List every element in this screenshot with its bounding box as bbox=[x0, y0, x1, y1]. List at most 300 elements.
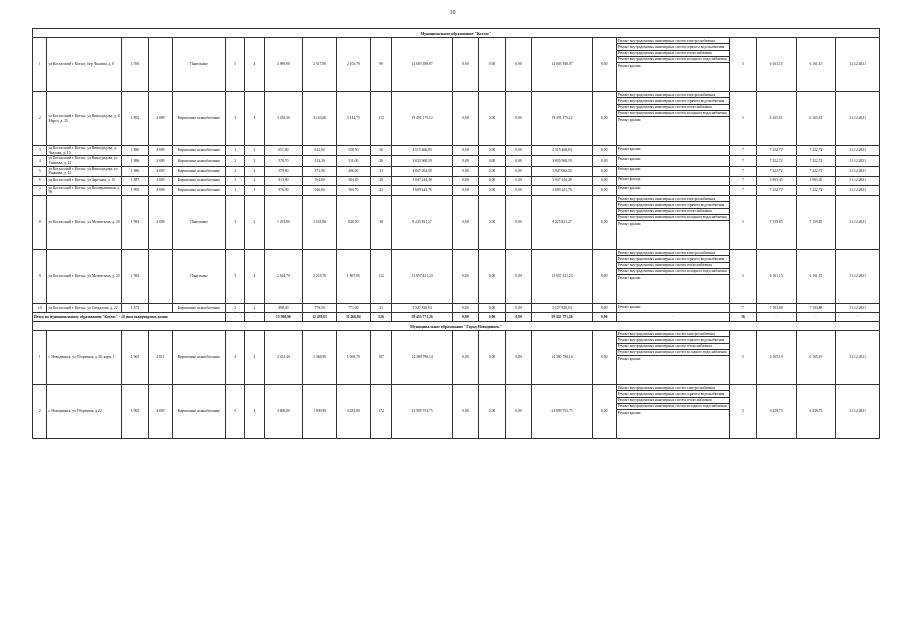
cell-cost2: 3 835 968,59 bbox=[532, 156, 592, 166]
cell-z2: 0,00 bbox=[479, 304, 506, 313]
work-item: Ремонт крыши bbox=[617, 156, 641, 161]
work-item: Ремонт внутридомовых инженерных систем теплоснабжения bbox=[617, 263, 729, 269]
cell-s2: 7 159,85 bbox=[796, 196, 836, 250]
cell-z2: 0,00 bbox=[479, 38, 506, 92]
cell-z2: 0,00 bbox=[479, 196, 506, 250]
cell-z3: 0,00 bbox=[505, 250, 532, 304]
works-cell bbox=[616, 196, 729, 250]
cell-z1: 0,00 bbox=[452, 92, 479, 146]
work-item: Ремонт крыши bbox=[617, 304, 641, 309]
work-item: Ремонт внутридомовых инженерных систем холодного водоснабжения bbox=[617, 57, 729, 63]
cell-z3: 0,00 bbox=[505, 92, 532, 146]
cell-fl: 2 bbox=[226, 176, 245, 185]
works-cell bbox=[616, 304, 729, 313]
cell-y1: 1 887 bbox=[122, 176, 149, 185]
cell-z4: 0,00 bbox=[592, 176, 616, 185]
cell-s1: 6 161,15 bbox=[756, 250, 796, 304]
cell-cost2: 14 603 188,07 bbox=[532, 38, 592, 92]
cell-s1: 6 161,15 bbox=[756, 38, 796, 92]
cell-s2: 6 165,19 bbox=[796, 331, 836, 385]
total-s2: - bbox=[796, 313, 836, 322]
cell-n: 9 bbox=[33, 250, 47, 304]
total-ppl: 526 bbox=[370, 313, 392, 322]
cell-p: 5 bbox=[730, 331, 757, 385]
cell-z3: 0,00 bbox=[505, 176, 532, 185]
cell-n: 8 bbox=[33, 196, 47, 250]
cell-cost: 4 515 466,83 bbox=[392, 146, 452, 156]
cell-ppl: 172 bbox=[370, 385, 392, 439]
work-item: Ремонт крыши bbox=[617, 410, 641, 415]
cell-a3: 948,50 bbox=[336, 196, 370, 250]
cell-n: 3 bbox=[33, 146, 47, 156]
works-cell bbox=[616, 146, 729, 156]
cell-a3: 380,70 bbox=[336, 185, 370, 195]
cell-y1: 1 892 bbox=[122, 92, 149, 146]
cell-en: 2 bbox=[245, 166, 264, 176]
cell-wall: Кирпичные шлакоблочные bbox=[172, 304, 225, 313]
cell-y2: 2 008 bbox=[148, 185, 172, 195]
cell-ppl: 38 bbox=[370, 196, 392, 250]
cell-en: 4 bbox=[245, 38, 264, 92]
cell-a1: 1 293,80 bbox=[264, 196, 303, 250]
cell-z1: 0,00 bbox=[452, 331, 479, 385]
cell-y2: 2 011 bbox=[148, 331, 172, 385]
cell-a1: 813,80 bbox=[264, 176, 303, 185]
cell-a1: 3 416,30 bbox=[264, 92, 303, 146]
cell-y2 bbox=[148, 38, 172, 92]
cell-fl: 2 bbox=[226, 146, 245, 156]
cell-fl: 2 bbox=[226, 304, 245, 313]
cell-a1: 2 164,70 bbox=[264, 250, 303, 304]
cell-fl: 5 bbox=[226, 92, 245, 146]
cell-cost2: 8 225 821,27 bbox=[532, 196, 592, 250]
cell-cost2: 21 909 753,75 bbox=[532, 385, 592, 439]
table-row bbox=[33, 38, 880, 92]
cell-z3: 0,00 bbox=[505, 156, 532, 166]
work-item: Ремонт внутридомовых инженерных систем холодного водоснабжения bbox=[617, 269, 729, 275]
works-cell bbox=[616, 176, 729, 185]
cell-date: 31.12.2021 bbox=[836, 196, 880, 250]
total-z1: 0,00 bbox=[452, 313, 479, 322]
cell-z1: 0,00 bbox=[452, 185, 479, 195]
cell-y1: 1 983 bbox=[122, 196, 149, 250]
cell-p: 7 bbox=[730, 185, 757, 195]
cell-a2: 571,90 bbox=[303, 166, 337, 176]
cell-addr: ул Котласский г. Котлас, пер Чкалова, д. 8 bbox=[47, 38, 122, 92]
cell-ppl: 28 bbox=[370, 156, 392, 166]
cell-fl: 5 bbox=[226, 385, 245, 439]
cell-z1: 0,00 bbox=[452, 146, 479, 156]
work-item: Ремонт внутридомовых инженерных систем теплоснабжения bbox=[617, 398, 729, 404]
cell-s2: 6 238,73 bbox=[796, 385, 836, 439]
cell-a3: 584,85 bbox=[336, 176, 370, 185]
cell-cost2: 19 491 175,12 bbox=[532, 92, 592, 146]
cell-en: 4 bbox=[245, 385, 264, 439]
cell-s1: 7 252,72 bbox=[756, 185, 796, 195]
cell-a2: 946,80 bbox=[303, 185, 337, 195]
total-fl: - bbox=[226, 313, 245, 322]
cell-a2: 513,30 bbox=[303, 156, 337, 166]
cell-addr: ул Котласский г. Котлас, ул Свердлова, д. 22 bbox=[47, 304, 122, 313]
municipality-title: Муниципальное образование "Город Новодвинск" bbox=[33, 322, 880, 331]
cell-en: 2 bbox=[245, 304, 264, 313]
cell-y2: 2 009 bbox=[148, 156, 172, 166]
cell-s1: 7 159,85 bbox=[756, 196, 796, 250]
cell-cost2: 4 515 466,83 bbox=[532, 146, 592, 156]
cell-y1: 1 984 bbox=[122, 250, 149, 304]
work-item: Ремонт внутридомовых инженерных систем теплоснабжения bbox=[617, 209, 729, 215]
cell-z1: 0,00 bbox=[452, 166, 479, 176]
works-cell bbox=[616, 331, 729, 385]
work-item: Ремонт крыши bbox=[617, 63, 641, 68]
work-item: Ремонт внутридомовых инженерных систем электроснабжения bbox=[617, 196, 729, 202]
work-item: Ремонт внутридомовых инженерных систем холодного водоснабжения bbox=[617, 404, 729, 410]
cell-wall: Панельные bbox=[172, 196, 225, 250]
cell-cost: 3 847 062,50 bbox=[392, 166, 452, 176]
cell-n: 4 bbox=[33, 156, 47, 166]
cell-addr: ул Котласский г. Котлас, ул Заречная, д. 15 bbox=[47, 176, 122, 185]
cell-z3: 0,00 bbox=[505, 304, 532, 313]
cell-cost: 13 657 421,23 bbox=[392, 250, 452, 304]
cell-cost: 3 835 968,59 bbox=[392, 156, 452, 166]
total-a1: 15 960,96 bbox=[264, 313, 303, 322]
cell-wall: Кирпичные шлакоблочные bbox=[172, 156, 225, 166]
cell-date: 31.12.2021 bbox=[836, 92, 880, 146]
cell-en: 2 bbox=[245, 196, 264, 250]
cell-z4: 0,00 bbox=[592, 304, 616, 313]
table-row bbox=[33, 304, 880, 313]
work-item: Ремонт внутридомовых инженерных систем теплоснабжения bbox=[617, 105, 729, 111]
cell-wall: Кирпичные шлакоблочные bbox=[172, 185, 225, 195]
cell-a2: 1 909,98 bbox=[303, 385, 337, 439]
cell-cost2: 3 847 062,50 bbox=[532, 166, 592, 176]
cell-z4: 0,00 bbox=[592, 185, 616, 195]
cell-z2: 0,00 bbox=[479, 331, 506, 385]
cell-cost: 21 909 753,75 bbox=[392, 385, 452, 439]
cell-en: 2 bbox=[245, 146, 264, 156]
municipality-header-row bbox=[33, 322, 880, 331]
cell-date: 31.12.2021 bbox=[836, 331, 880, 385]
cell-y2: 2 009 bbox=[148, 385, 172, 439]
cell-cost2: 3 609 241,76 bbox=[532, 185, 592, 195]
work-item: Ремонт внутридомовых инженерных систем электроснабжения bbox=[617, 385, 729, 391]
total-p: 36 bbox=[730, 313, 757, 322]
cell-y1: 1 956 bbox=[122, 38, 149, 92]
cell-date: 31.12.2021 bbox=[836, 176, 880, 185]
cell-z2: 0,00 bbox=[479, 176, 506, 185]
cell-a3: 2 105,70 bbox=[336, 38, 370, 92]
work-item: Ремонт внутридомовых инженерных систем холодного водоснабжения bbox=[617, 350, 729, 356]
cell-addr: ул Котласский г. Котлас, ул Виноградова, д. Чкалова, д. 13 bbox=[47, 146, 122, 156]
cell-a1: 976,90 bbox=[264, 185, 303, 195]
cell-a3: 1 867,85 bbox=[336, 250, 370, 304]
work-item: Ремонт внутридомовых инженерных систем теплоснабжения bbox=[617, 344, 729, 350]
cell-z4: 0,00 bbox=[592, 38, 616, 92]
cell-a3: 496,00 bbox=[336, 166, 370, 176]
cell-y1: 1 995 bbox=[122, 185, 149, 195]
cell-ppl: 113 bbox=[370, 92, 392, 146]
cell-z1: 0,00 bbox=[452, 156, 479, 166]
cell-z2: 0,00 bbox=[479, 185, 506, 195]
table-row bbox=[33, 185, 880, 195]
cell-date: 31.12.2021 bbox=[836, 38, 880, 92]
total-a3: 11 266,84 bbox=[336, 313, 370, 322]
cell-n: 1 bbox=[33, 331, 47, 385]
cell-z4: 0,00 bbox=[592, 385, 616, 439]
cell-y2: 2 009 bbox=[148, 146, 172, 156]
cell-p: 7 bbox=[730, 166, 757, 176]
cell-a2: 778,50 bbox=[303, 304, 337, 313]
cell-a3: 771,00 bbox=[336, 304, 370, 313]
total-date: - bbox=[836, 313, 880, 322]
cell-ppl: 31 bbox=[370, 304, 392, 313]
cell-a2: 764,80 bbox=[303, 176, 337, 185]
cell-a2: 2 317,80 bbox=[303, 38, 337, 92]
total-z4: 0,00 bbox=[592, 313, 616, 322]
cell-ppl: 187 bbox=[370, 331, 392, 385]
total-cost: 59 455 771,26 bbox=[392, 313, 452, 322]
cell-en: 1 bbox=[245, 185, 264, 195]
cell-wall: Кирпичные шлакоблочные bbox=[172, 331, 225, 385]
cell-n: 2 bbox=[33, 92, 47, 146]
cell-en: 2 bbox=[245, 156, 264, 166]
cell-cost: 3 609 241,76 bbox=[392, 185, 452, 195]
cell-date: 31.12.2021 bbox=[836, 185, 880, 195]
cell-en: 4 bbox=[245, 250, 264, 304]
cell-p: 5 bbox=[730, 92, 757, 146]
cell-date: 31.12.2021 bbox=[836, 385, 880, 439]
cell-ppl: 33 bbox=[370, 166, 392, 176]
cell-cost: 5 527 828,03 bbox=[392, 304, 452, 313]
cell-date: 31.12.2021 bbox=[836, 250, 880, 304]
cell-addr: ул Котласский г. Котлас, ул Кооперативная, д. 96 bbox=[48, 185, 121, 195]
cell-z1: 0,00 bbox=[452, 250, 479, 304]
cell-s2: 6 161,15 bbox=[796, 250, 836, 304]
cell-z3: 0,00 bbox=[505, 185, 532, 195]
cell-y1: 1 965 bbox=[122, 331, 149, 385]
table-row bbox=[33, 92, 880, 146]
works-cell bbox=[616, 250, 729, 304]
works-cell bbox=[616, 385, 729, 439]
works-cell bbox=[616, 156, 729, 166]
cell-a1: 898,30 bbox=[264, 304, 303, 313]
cell-fl: 2 bbox=[226, 166, 245, 176]
cell-p: 7 bbox=[730, 156, 757, 166]
cell-z2: 0,00 bbox=[479, 385, 506, 439]
cell-p: 5 bbox=[730, 250, 757, 304]
cell-p: 7 bbox=[730, 176, 757, 185]
cell-n: 5 bbox=[33, 166, 47, 176]
cell-y2 bbox=[148, 304, 172, 313]
work-item: Ремонт внутридомовых инженерных систем электроснабжения bbox=[617, 331, 729, 337]
cell-z4: 0,00 bbox=[592, 92, 616, 146]
cell-addr: г. Новодвинск, ул Уборевича, д 22 bbox=[47, 385, 122, 439]
page-number: 10 bbox=[449, 10, 456, 16]
table-body bbox=[33, 29, 880, 439]
work-item: Ремонт внутридомовых инженерных систем теплоснабжения bbox=[617, 51, 729, 57]
cell-a2: 1 541,80 bbox=[303, 196, 337, 250]
cell-a1: 3 452,40 bbox=[264, 331, 303, 385]
work-item: Ремонт крыши bbox=[617, 275, 641, 280]
total-label: Итого по муниципальному образованию "Котлас" - 10 многоквартирных домов: bbox=[33, 313, 226, 322]
table-row bbox=[33, 146, 880, 156]
cell-s1: 6 165,19 bbox=[756, 331, 796, 385]
cell-p: 5 bbox=[730, 38, 757, 92]
cell-ppl: 25 bbox=[370, 185, 392, 195]
cell-z4: 0,00 bbox=[592, 196, 616, 250]
work-item: Ремонт внутридомовых инженерных систем электроснабжения bbox=[617, 38, 729, 44]
cell-s2: 7 322,72 bbox=[796, 146, 836, 156]
cell-n: 6 bbox=[33, 176, 47, 185]
works-cell bbox=[616, 166, 729, 176]
cell-y2: 2 008 bbox=[148, 196, 172, 250]
cell-date: 31.12.2021 bbox=[836, 304, 880, 313]
work-item: Ремонт крыши bbox=[617, 117, 641, 122]
cell-s1: 6 238,73 bbox=[756, 385, 796, 439]
cell-a3: 558,30 bbox=[336, 146, 370, 156]
cell-n: 2 bbox=[33, 385, 47, 439]
cell-z4: 0,00 bbox=[592, 156, 616, 166]
total-s1: - bbox=[756, 313, 796, 322]
cell-a2: 1 368,96 bbox=[303, 331, 337, 385]
cell-z4: 0,00 bbox=[592, 250, 616, 304]
work-item: Ремонт внутридомовых инженерных систем горячего водоснабжения bbox=[617, 256, 729, 262]
municipality-title: Муниципальное образование "Котлас" bbox=[33, 29, 880, 38]
table-row bbox=[33, 331, 880, 385]
cell-n: 1 bbox=[33, 38, 47, 92]
cell-s2: 3 985,45 bbox=[796, 176, 836, 185]
cell-y2 bbox=[148, 250, 172, 304]
cell-fl: 5 bbox=[226, 38, 245, 92]
cell-z3: 0,00 bbox=[505, 166, 532, 176]
work-item: Ремонт крыши bbox=[617, 146, 641, 151]
total-z3: 0,00 bbox=[505, 313, 532, 322]
cell-addr: ул Котласский г. Котлас, ул Виноградова, ул Ушакова, д. 12 bbox=[47, 166, 122, 176]
cell-n: 10 bbox=[33, 304, 47, 313]
cell-y1: 1 886 bbox=[122, 156, 149, 166]
cell-cost2: 3 047 244,49 bbox=[532, 176, 592, 185]
table-row bbox=[33, 176, 880, 185]
works-cell bbox=[616, 92, 729, 146]
cell-s1: 7 103,88 bbox=[756, 304, 796, 313]
cell-en: 2 bbox=[245, 176, 264, 185]
cell-z2: 0,00 bbox=[479, 92, 506, 146]
cell-en: 4 bbox=[245, 331, 264, 385]
cell-a2: 621,90 bbox=[303, 146, 337, 156]
cell-a3: 3 142,75 bbox=[336, 92, 370, 146]
cell-date: 31.12.2021 bbox=[836, 156, 880, 166]
cell-z1: 0,00 bbox=[452, 176, 479, 185]
cell-s1: 7 322,72 bbox=[756, 166, 796, 176]
cell-y2: 2 009 bbox=[148, 92, 172, 146]
cell-y1: 1 886 bbox=[122, 146, 149, 156]
cell-fl: 2 bbox=[226, 156, 245, 166]
cell-a1: 578,70 bbox=[264, 156, 303, 166]
work-item: Ремонт внутридомовых инженерных систем электроснабжения bbox=[617, 250, 729, 256]
work-item: Ремонт внутридомовых инженерных систем горячего водоснабжения bbox=[617, 202, 729, 208]
cell-wall: Кирпичные шлакоблочные bbox=[172, 146, 225, 156]
cell-s2: 7 322,72 bbox=[796, 166, 836, 176]
cell-p: 5 bbox=[730, 385, 757, 439]
cell-s2: 6 161,15 bbox=[796, 38, 836, 92]
cell-y2: 2 009 bbox=[148, 176, 172, 185]
cell-cost: 14 380 798,14 bbox=[392, 331, 452, 385]
cell-a3: 511,00 bbox=[336, 156, 370, 166]
work-item: Ремонт крыши bbox=[617, 186, 641, 191]
cell-a2: 3 163,60 bbox=[303, 92, 337, 146]
cell-a1: 2 989,90 bbox=[264, 38, 303, 92]
cell-cost2: 13 657 421,23 bbox=[532, 250, 592, 304]
work-item: Ремонт внутридомовых инженерных систем горячего водоснабжения bbox=[617, 337, 729, 343]
cell-n: 7 bbox=[33, 185, 47, 195]
cell-cost: 19 491 175,12 bbox=[392, 92, 452, 146]
work-item: Ремонт внутридомовых инженерных систем холодного водоснабжения bbox=[617, 215, 729, 221]
cell-wall: Кирпичные шлакоблочные bbox=[172, 166, 225, 176]
cell-y1: 1 965 bbox=[122, 385, 149, 439]
cell-z2: 0,00 bbox=[479, 166, 506, 176]
cell-z1: 0,00 bbox=[452, 196, 479, 250]
municipality-header-row bbox=[33, 29, 880, 38]
cell-cost: 8 225 821,27 bbox=[392, 196, 452, 250]
work-item: Ремонт фасада bbox=[617, 177, 641, 182]
total-row bbox=[33, 313, 880, 322]
cell-cost2: 14 380 798,14 bbox=[532, 331, 592, 385]
cell-s1: 3 985,45 bbox=[756, 176, 796, 185]
cell-z2: 0,00 bbox=[479, 156, 506, 166]
total-z2: 0,00 bbox=[479, 313, 506, 322]
work-item: Ремонт внутридомовых инженерных систем горячего водоснабжения bbox=[617, 98, 729, 104]
cell-addr: г. Новодвинск, ул Уборевича, д 28, корп. 1 bbox=[47, 331, 122, 385]
cell-y2: 2 009 bbox=[148, 166, 172, 176]
cell-z2: 0,00 bbox=[479, 146, 506, 156]
cell-z4: 0,00 bbox=[592, 331, 616, 385]
cell-p: 7 bbox=[730, 146, 757, 156]
cell-z1: 0,00 bbox=[452, 385, 479, 439]
cell-cost: 14 603 188,07 bbox=[392, 38, 452, 92]
cell-z4: 0,00 bbox=[592, 146, 616, 156]
cell-fl: 5 bbox=[226, 196, 245, 250]
cell-z3: 0,00 bbox=[505, 196, 532, 250]
cell-cost2: 5 527 828,03 bbox=[532, 304, 592, 313]
cell-a1: 3 608,00 bbox=[264, 385, 303, 439]
cell-ppl: 28 bbox=[370, 176, 392, 185]
cell-addr: ул Котласский г. Котлас, ул Виноградова, д. 8 Марта, д. 35 bbox=[47, 92, 122, 146]
cell-s2: 7 322,72 bbox=[796, 156, 836, 166]
work-item: Ремонт крыши bbox=[617, 221, 641, 226]
cell-z3: 0,00 bbox=[505, 331, 532, 385]
table-row bbox=[33, 196, 880, 250]
cell-wall: Кирпичные шлакоблочные bbox=[172, 176, 225, 185]
cell-z2: 0,00 bbox=[479, 250, 506, 304]
cell-addr: ул Котласский г. Котлас, ул Мелентьева, д. 30 bbox=[47, 196, 122, 250]
cell-y1: 1 886 bbox=[122, 166, 149, 176]
cell-a1: 651,90 bbox=[264, 146, 303, 156]
cell-a1: 578,60 bbox=[264, 166, 303, 176]
cell-s1: 6 165,01 bbox=[756, 92, 796, 146]
cell-s2: 7 322,72 bbox=[796, 185, 836, 195]
cell-fl: 4 bbox=[226, 331, 245, 385]
cell-s2: 7 103,88 bbox=[796, 304, 836, 313]
cell-s1: 7 322,72 bbox=[756, 156, 796, 166]
cell-cost: 3 047 244,49 bbox=[392, 176, 452, 185]
cell-y1: 1 872 bbox=[122, 304, 149, 313]
cell-z3: 0,00 bbox=[505, 38, 532, 92]
cell-fl: 5 bbox=[226, 250, 245, 304]
cell-z3: 0,00 bbox=[505, 146, 532, 156]
table-row bbox=[33, 385, 880, 439]
work-item: Ремонт внутридомовых инженерных систем горячего водоснабжения bbox=[617, 44, 729, 50]
table-row bbox=[33, 156, 880, 166]
